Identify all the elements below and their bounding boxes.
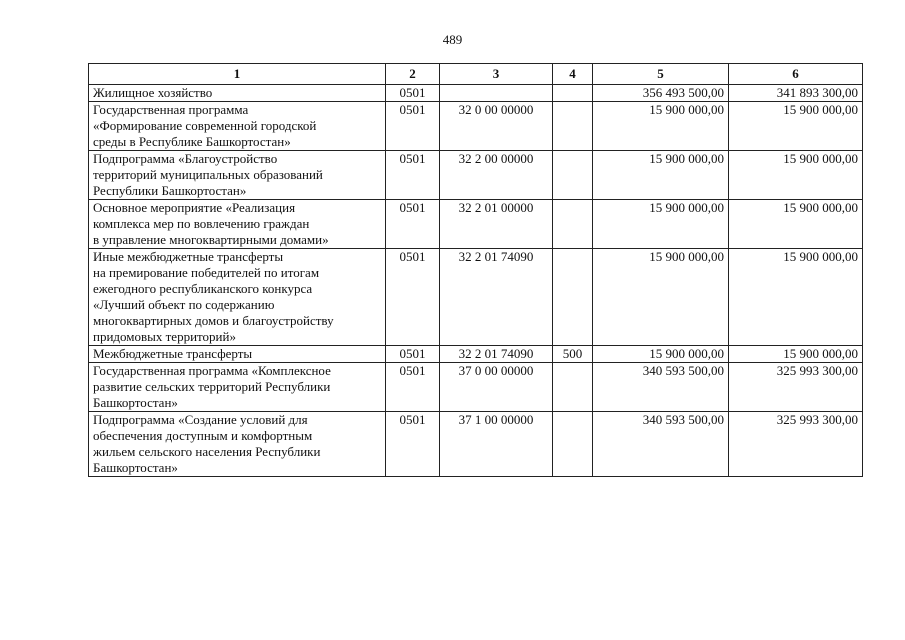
- column-header-6: 6: [729, 64, 863, 85]
- row-amount-1: 15 900 000,00: [593, 249, 729, 346]
- row-name: Межбюджетные трансферты: [89, 346, 386, 363]
- row-amount-1: 15 900 000,00: [593, 200, 729, 249]
- column-header-2: 2: [386, 64, 440, 85]
- row-target-code: 32 2 01 74090: [440, 249, 553, 346]
- row-amount-2: 15 900 000,00: [729, 102, 863, 151]
- budget-table: [88, 63, 863, 477]
- row-target-code: 32 0 00 00000: [440, 102, 553, 151]
- row-name: Подпрограмма «Благоустройство территорий муниципальных образований Республики Башкортостан»: [89, 151, 386, 200]
- row-target-code: 32 2 01 00000: [440, 200, 553, 249]
- row-amount-2: 15 900 000,00: [729, 249, 863, 346]
- row-section-code: 0501: [386, 363, 440, 412]
- column-header-5: 5: [593, 64, 729, 85]
- row-target-code: 32 2 01 74090: [440, 346, 553, 363]
- row-section-code: 0501: [386, 102, 440, 151]
- row-expense-type: [553, 249, 593, 346]
- row-expense-type: 500: [553, 346, 593, 363]
- row-section-code: 0501: [386, 412, 440, 477]
- row-amount-2: 15 900 000,00: [729, 346, 863, 363]
- row-amount-2: 15 900 000,00: [729, 151, 863, 200]
- row-expense-type: [553, 200, 593, 249]
- row-amount-1: 15 900 000,00: [593, 346, 729, 363]
- page-number: 489: [442, 32, 463, 47]
- row-name: Основное мероприятие «Реализация комплекса мер по вовлечению граждан в управление многоквартирными домами»: [89, 200, 386, 249]
- row-amount-2: 341 893 300,00: [729, 85, 863, 102]
- row-expense-type: [553, 85, 593, 102]
- row-name: Государственная программа «Формирование современной городской среды в Республике Башкортостан»: [89, 102, 386, 151]
- row-amount-2: 325 993 300,00: [729, 363, 863, 412]
- table-row: [89, 363, 863, 412]
- row-target-code: 37 0 00 00000: [440, 363, 553, 412]
- row-amount-1: 340 593 500,00: [593, 412, 729, 477]
- row-amount-2: 15 900 000,00: [729, 200, 863, 249]
- column-header-3: 3: [440, 64, 553, 85]
- row-name: Жилищное хозяйство: [89, 85, 386, 102]
- row-expense-type: [553, 151, 593, 200]
- table-row: [89, 200, 863, 249]
- row-amount-2: 325 993 300,00: [729, 412, 863, 477]
- column-header-1: 1: [89, 64, 386, 85]
- row-amount-1: 340 593 500,00: [593, 363, 729, 412]
- table-row: [89, 346, 863, 363]
- table-header-row: [89, 64, 863, 85]
- row-target-code: [440, 85, 553, 102]
- row-section-code: 0501: [386, 249, 440, 346]
- row-amount-1: 15 900 000,00: [593, 102, 729, 151]
- row-target-code: 32 2 00 00000: [440, 151, 553, 200]
- row-section-code: 0501: [386, 346, 440, 363]
- row-expense-type: [553, 363, 593, 412]
- table-row: [89, 102, 863, 151]
- row-target-code: 37 1 00 00000: [440, 412, 553, 477]
- table-row: [89, 151, 863, 200]
- table-row: [89, 412, 863, 477]
- table-row: [89, 249, 863, 346]
- row-name: Государственная программа «Комплексное развитие сельских территорий Республики Башкортостан»: [89, 363, 386, 412]
- column-header-4: 4: [553, 64, 593, 85]
- row-section-code: 0501: [386, 85, 440, 102]
- table-row: [89, 85, 863, 102]
- row-name: Подпрограмма «Создание условий для обеспечения доступным и комфортным жильем сельского населения Республики Башкортостан»: [89, 412, 386, 477]
- row-expense-type: [553, 102, 593, 151]
- row-amount-1: 356 493 500,00: [593, 85, 729, 102]
- row-section-code: 0501: [386, 151, 440, 200]
- row-name: Иные межбюджетные трансферты на премирование победителей по итогам ежегодного республиканского конкурса «Лучший объект по содержанию многоквартирных домов и благоустройству придомовых территорий»: [89, 249, 386, 346]
- row-expense-type: [553, 412, 593, 477]
- row-section-code: 0501: [386, 200, 440, 249]
- row-amount-1: 15 900 000,00: [593, 151, 729, 200]
